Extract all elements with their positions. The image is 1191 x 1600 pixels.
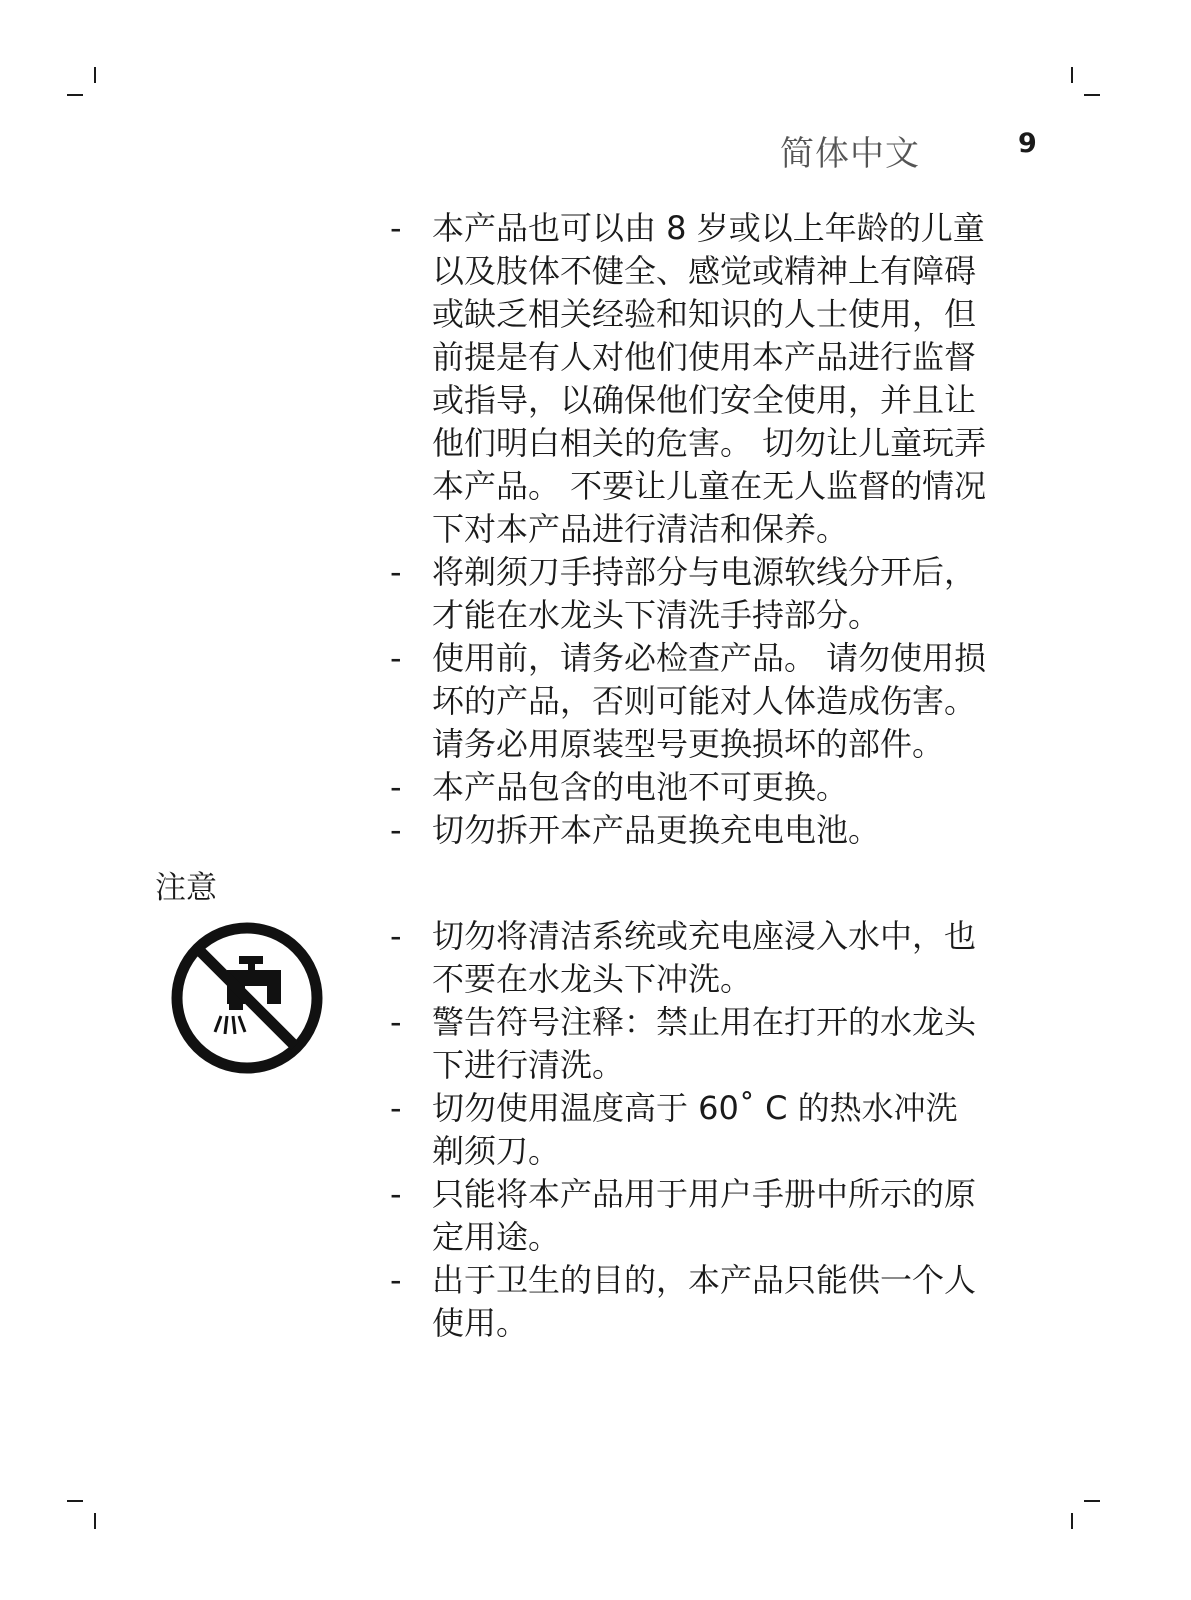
list-bullet: - (390, 811, 402, 849)
list-item-line: 本产品。 不要让儿童在无人监督的情况 (432, 467, 987, 505)
list-item-line: 定用途。 (432, 1218, 561, 1256)
caution-heading: 注意 (155, 870, 217, 906)
list-item-line: 或缺乏相关经验和知识的人士使用，但 (432, 295, 977, 333)
list-item (0, 551, 1052, 637)
crop-mark-top-left-v (94, 67, 96, 83)
list-item-line: 切勿使用温度高于 60˚ C 的热水冲洗 (432, 1089, 958, 1127)
crop-mark-top-left-h (67, 94, 83, 96)
list-item-line: 本产品也可以由 8 岁或以上年龄的儿童 (432, 209, 985, 247)
list-item-line: 切勿拆开本产品更换充电电池。 (432, 811, 881, 849)
list-item-line: 不要在水龙头下冲洗。 (432, 960, 753, 998)
list-item-line: 剃须刀。 (432, 1132, 561, 1170)
list-item-line: 前提是有人对他们使用本产品进行监督 (432, 338, 977, 376)
crop-mark-bottom-left-v (94, 1513, 96, 1529)
list-item-line: 下对本产品进行清洁和保养。 (432, 510, 849, 548)
list-item (0, 1173, 1052, 1259)
list-bullet: - (390, 1261, 402, 1299)
warnings-list (0, 207, 1191, 852)
page-number: 9 (1018, 128, 1037, 159)
section-title: 简体中文 (780, 134, 920, 174)
list-item-line: 以及肢体不健全、感觉或精神上有障碍 (432, 252, 977, 290)
list-item (0, 766, 1052, 809)
list-item-line: 或指导，以确保他们安全使用，并且让 (432, 381, 977, 419)
list-bullet: - (390, 553, 402, 591)
list-item (0, 1087, 1052, 1173)
list-item-line: 警告符号注释：禁止用在打开的水龙头 (432, 1003, 977, 1041)
list-item-line: 本产品包含的电池不可更换。 (432, 768, 849, 806)
list-item (0, 207, 1052, 551)
list-item-line: 只能将本产品用于用户手册中所示的原 (432, 1175, 977, 1213)
list-item-line: 使用前，请务必检查产品。 请勿使用损 (432, 639, 987, 677)
caution-list (0, 915, 1191, 1345)
list-item (0, 1001, 1052, 1087)
list-bullet: - (390, 1175, 402, 1213)
list-bullet: - (390, 209, 402, 247)
list-item-line: 坏的产品，否则可能对人体造成伤害。 (432, 682, 977, 720)
list-item (0, 809, 1052, 852)
crop-mark-top-right-v (1071, 67, 1073, 83)
list-item-line: 下进行清洗。 (432, 1046, 625, 1084)
list-bullet: - (390, 1089, 402, 1127)
list-bullet: - (390, 1003, 402, 1041)
crop-mark-bottom-right-v (1071, 1513, 1073, 1529)
crop-mark-top-right-h (1084, 94, 1100, 96)
list-item-line: 他们明白相关的危害。 切勿让儿童玩弄 (432, 424, 987, 462)
list-item-line: 将剃须刀手持部分与电源软线分开后， (432, 553, 977, 591)
list-item (0, 1259, 1052, 1345)
list-item-line: 请务必用原装型号更换损坏的部件。 (432, 725, 945, 763)
list-bullet: - (390, 639, 402, 677)
list-item-line: 切勿将清洁系统或充电座浸入水中，也 (432, 917, 977, 955)
list-bullet: - (390, 768, 402, 806)
crop-mark-bottom-right-h (1084, 1500, 1100, 1502)
crop-mark-bottom-left-h (67, 1500, 83, 1502)
list-item-line: 才能在水龙头下清洗手持部分。 (432, 596, 881, 634)
list-item (0, 637, 1052, 766)
list-item (0, 915, 1052, 1001)
list-item-line: 出于卫生的目的，本产品只能供一个人 (432, 1261, 977, 1299)
list-item-line: 使用。 (432, 1304, 529, 1342)
list-bullet: - (390, 917, 402, 955)
